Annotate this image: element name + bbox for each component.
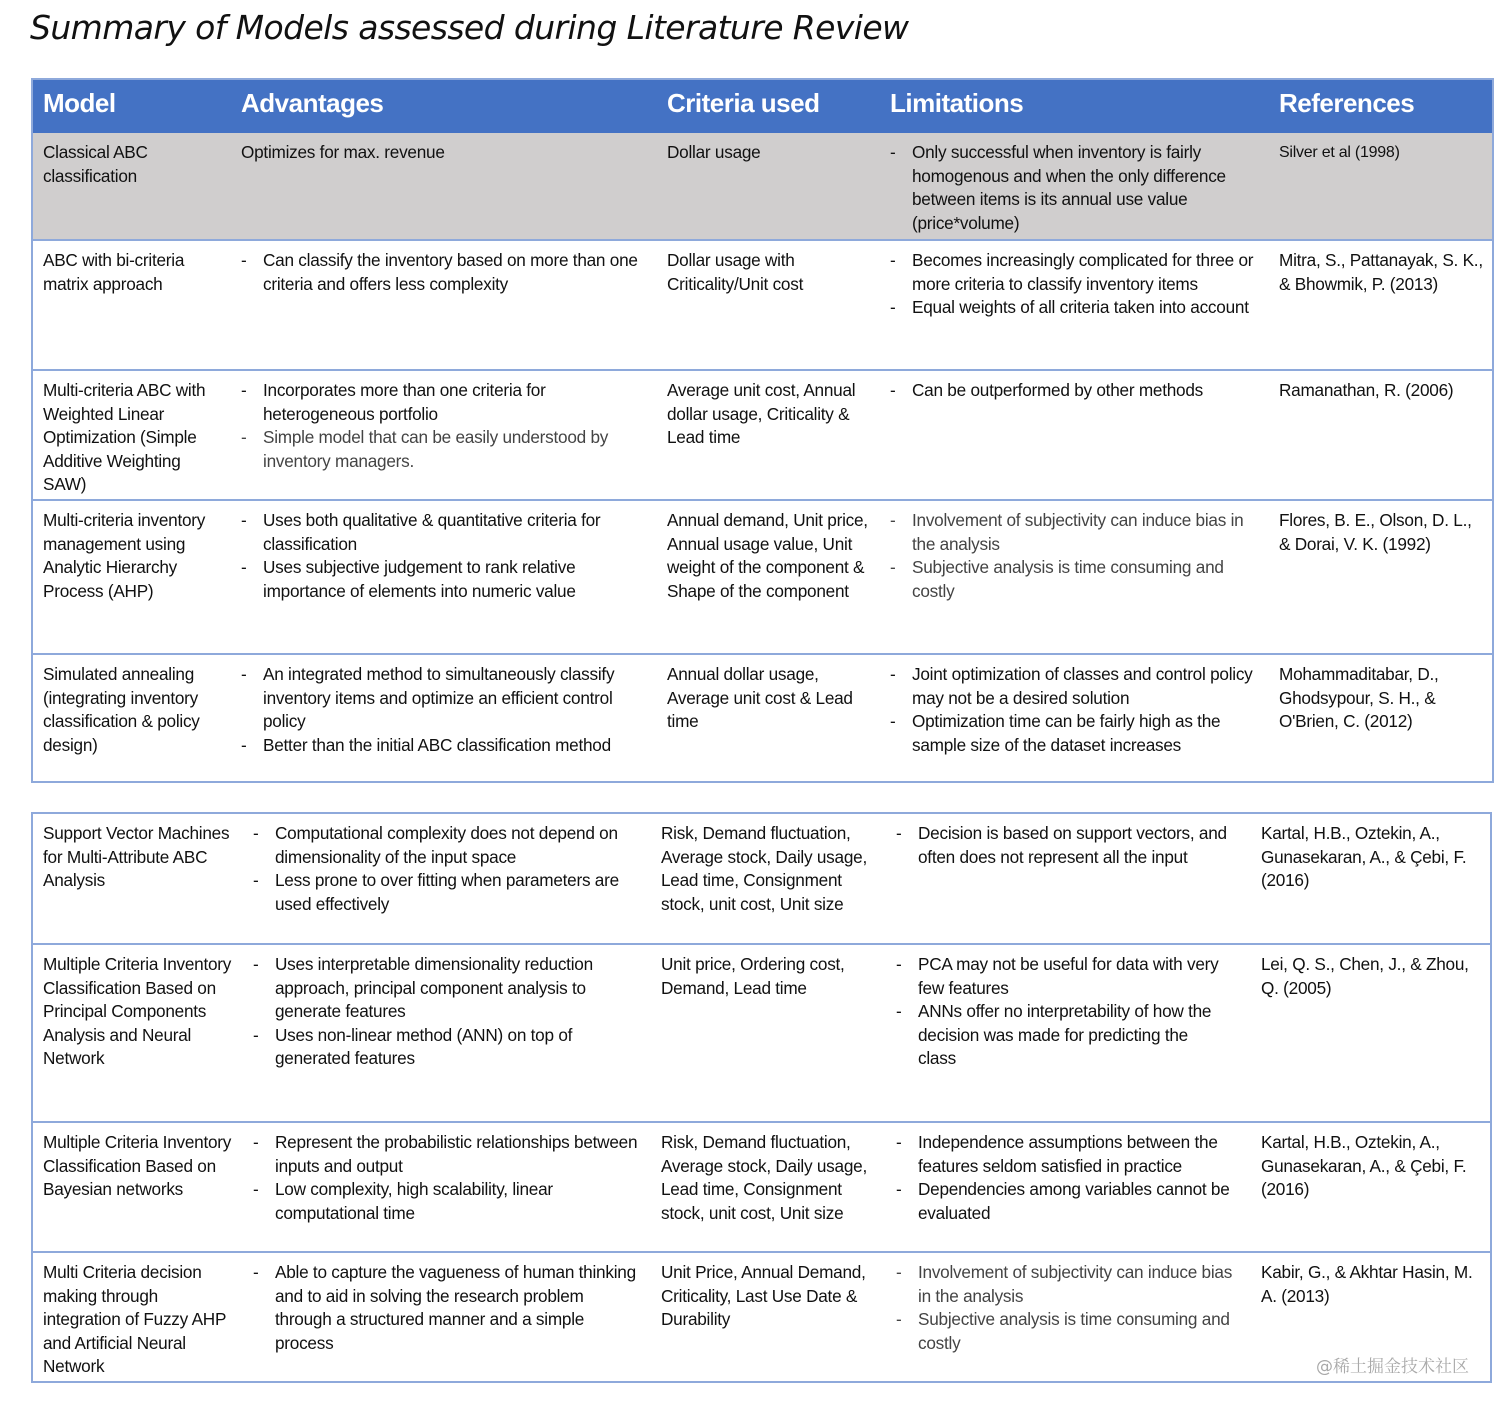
advantage-item: - Uses subjective judgement to rank relative importance of elements into numeric value — [241, 556, 651, 603]
references-cell: Kabir, G., & Akhtar Hasin, M. A. (2013) — [1261, 1262, 1473, 1306]
models-table-part-1 — [31, 78, 1494, 783]
advantage-item: - Uses both qualitative & quantitative criteria for classification — [241, 509, 651, 556]
model-cell: Support Vector Machines for Multi-Attribute ABC Analysis — [43, 823, 230, 891]
references-cell: Kartal, H.B., Oztekin, A., Gunasekaran, A., & Çebi, F. (2016) — [1261, 1132, 1467, 1200]
limitation-item: - Can be outperformed by other methods — [890, 379, 1260, 403]
table-row — [33, 814, 1490, 943]
model-cell: ABC with bi-criteria matrix approach — [43, 250, 185, 294]
advantages-cell — [241, 509, 651, 603]
advantage-item: - Simple model that can be easily understood by inventory managers. — [241, 426, 651, 473]
advantages-cell — [253, 822, 638, 916]
header-model: Model — [43, 88, 116, 118]
advantage-item: - Uses interpretable dimensionality reduction approach, principal component analysis to generate features — [253, 953, 638, 1024]
criteria-cell: Dollar usage with Criticality/Unit cost — [667, 250, 804, 294]
table-row — [33, 499, 1492, 653]
models-table-part-2 — [31, 812, 1492, 1383]
limitation-item: - Decision is based on support vectors, and often does not represent all the input — [896, 822, 1236, 869]
limitations-cell — [890, 663, 1265, 757]
limitations-cell — [896, 953, 1226, 1071]
criteria-cell: Average unit cost, Annual dollar usage, Criticality & Lead time — [667, 380, 856, 448]
table-header — [33, 80, 1492, 133]
advantage-item: - Can classify the inventory based on more than one criteria and offers less complexity — [241, 249, 651, 296]
limitations-cell — [890, 141, 1260, 235]
table-row — [33, 1251, 1490, 1381]
references-cell: Mitra, S., Pattanayak, S. K., & Bhowmik, P. (2013) — [1279, 250, 1483, 294]
table-row — [33, 1121, 1490, 1251]
advantage-item: - An integrated method to simultaneously classify inventory items and optimize an efficient control policy — [241, 663, 651, 734]
limitations-cell — [890, 249, 1260, 320]
advantage-item: - Computational complexity does not depend on dimensionality of the input space — [253, 822, 638, 869]
model-cell: Simulated annealing (integrating inventory classification & policy design) — [43, 664, 200, 755]
model-cell: Multi-criteria ABC with Weighted Linear Optimization (Simple Additive Weighting SAW) — [43, 380, 206, 495]
advantages-cell — [253, 1131, 638, 1225]
limitations-cell — [896, 822, 1236, 869]
limitations-cell — [896, 1131, 1241, 1225]
advantages-cell — [253, 953, 638, 1071]
table-row — [33, 369, 1492, 499]
limitations-cell — [890, 379, 1260, 403]
criteria-cell: Annual dollar usage, Average unit cost & Lead time — [667, 664, 853, 732]
header-references: References — [1279, 88, 1415, 118]
advantage-item: - Represent the probabilistic relationships between inputs and output — [253, 1131, 638, 1178]
limitation-item: - Joint optimization of classes and control policy may not be a desired solution — [890, 663, 1265, 710]
table-row — [33, 943, 1490, 1121]
references-cell: Silver et al (1998) — [1279, 144, 1400, 161]
model-cell: Multi Criteria decision making through integration of Fuzzy AHP and Artificial Neural Network — [43, 1262, 226, 1377]
limitation-item: - Involvement of subjectivity can induce bias in the analysis — [896, 1261, 1236, 1308]
criteria-cell: Annual demand, Unit price, Annual usage value, Unit weight of the component & Shape of the component — [667, 510, 868, 601]
header-criteria: Criteria used — [667, 88, 820, 118]
advantage-item: - Low complexity, high scalability, linear computational time — [253, 1178, 638, 1225]
limitation-item: - Optimization time can be fairly high as the sample size of the dataset increases — [890, 710, 1265, 757]
limitations-cell — [890, 509, 1260, 603]
model-cell: Multi-criteria inventory management using Analytic Hierarchy Process (AHP) — [43, 510, 206, 601]
criteria-cell: Risk, Demand fluctuation, Average stock, Daily usage, Lead time, Consignment stock, unit cost, Unit size — [661, 823, 867, 914]
model-cell: Multiple Criteria Inventory Classification Based on Principal Components Analysis and Neural Network — [43, 954, 232, 1069]
advantages-cell — [241, 663, 651, 757]
limitation-item: - PCA may not be useful for data with very few features — [896, 953, 1226, 1000]
limitation-item: - ANNs offer no interpretability of how the decision was made for predicting the class — [896, 1000, 1226, 1071]
references-cell: Mohammaditabar, D., Ghodsypour, S. H., & O'Brien, C. (2012) — [1279, 664, 1439, 732]
model-cell: Multiple Criteria Inventory Classification Based on Bayesian networks — [43, 1132, 232, 1200]
limitation-item: - Equal weights of all criteria taken into account — [890, 296, 1260, 320]
advantage-item: - Incorporates more than one criteria for heterogeneous portfolio — [241, 379, 651, 426]
page-title: Summary of Models assessed during Literature Review — [30, 8, 909, 47]
table-row — [33, 653, 1492, 781]
criteria-cell: Unit Price, Annual Demand, Criticality, Last Use Date & Durability — [661, 1262, 866, 1330]
advantages-cell: Optimizes for max. revenue — [241, 142, 445, 162]
criteria-cell: Unit price, Ordering cost, Demand, Lead time — [661, 954, 845, 998]
model-cell: Classical ABC classification — [43, 142, 148, 186]
limitation-item: - Independence assumptions between the features seldom satisfied in practice — [896, 1131, 1241, 1178]
criteria-cell: Risk, Demand fluctuation, Average stock, Daily usage, Lead time, Consignment stock, unit cost, Unit size — [661, 1132, 867, 1223]
advantage-item: - Better than the initial ABC classification method — [241, 734, 651, 758]
watermark: @稀土掘金技术社区 — [1316, 1357, 1469, 1377]
advantages-cell — [241, 379, 651, 473]
advantages-cell — [241, 249, 651, 296]
criteria-cell: Dollar usage — [667, 142, 761, 162]
limitation-item: - Subjective analysis is time consuming and costly — [896, 1308, 1236, 1355]
references-cell: Lei, Q. S., Chen, J., & Zhou, Q. (2005) — [1261, 954, 1469, 998]
advantage-item: - Able to capture the vagueness of human thinking and to aid in solving the research problem through a structured manner and a simple process — [253, 1261, 643, 1355]
limitation-item: - Becomes increasingly complicated for three or more criteria to classify inventory items — [890, 249, 1260, 296]
advantages-cell — [253, 1261, 643, 1355]
advantage-item: - Uses non-linear method (ANN) on top of generated features — [253, 1024, 638, 1071]
references-cell: Ramanathan, R. (2006) — [1279, 380, 1454, 400]
header-advantages: Advantages — [241, 88, 384, 118]
references-cell: Flores, B. E., Olson, D. L., & Dorai, V. K. (1992) — [1279, 510, 1472, 554]
table-row — [33, 239, 1492, 369]
limitation-item: - Dependencies among variables cannot be evaluated — [896, 1178, 1241, 1225]
advantage-item: - Less prone to over fitting when parameters are used effectively — [253, 869, 638, 916]
table-row — [33, 133, 1492, 239]
limitations-cell — [896, 1261, 1236, 1355]
limitation-item: - Subjective analysis is time consuming and costly — [890, 556, 1260, 603]
references-cell: Kartal, H.B., Oztekin, A., Gunasekaran, A., & Çebi, F. (2016) — [1261, 823, 1467, 891]
limitation-item: - Involvement of subjectivity can induce bias in the analysis — [890, 509, 1260, 556]
header-limitations: Limitations — [890, 88, 1024, 118]
limitation-item: - Only successful when inventory is fairly homogenous and when the only difference between items is its annual use value (price*volume) — [890, 141, 1260, 235]
